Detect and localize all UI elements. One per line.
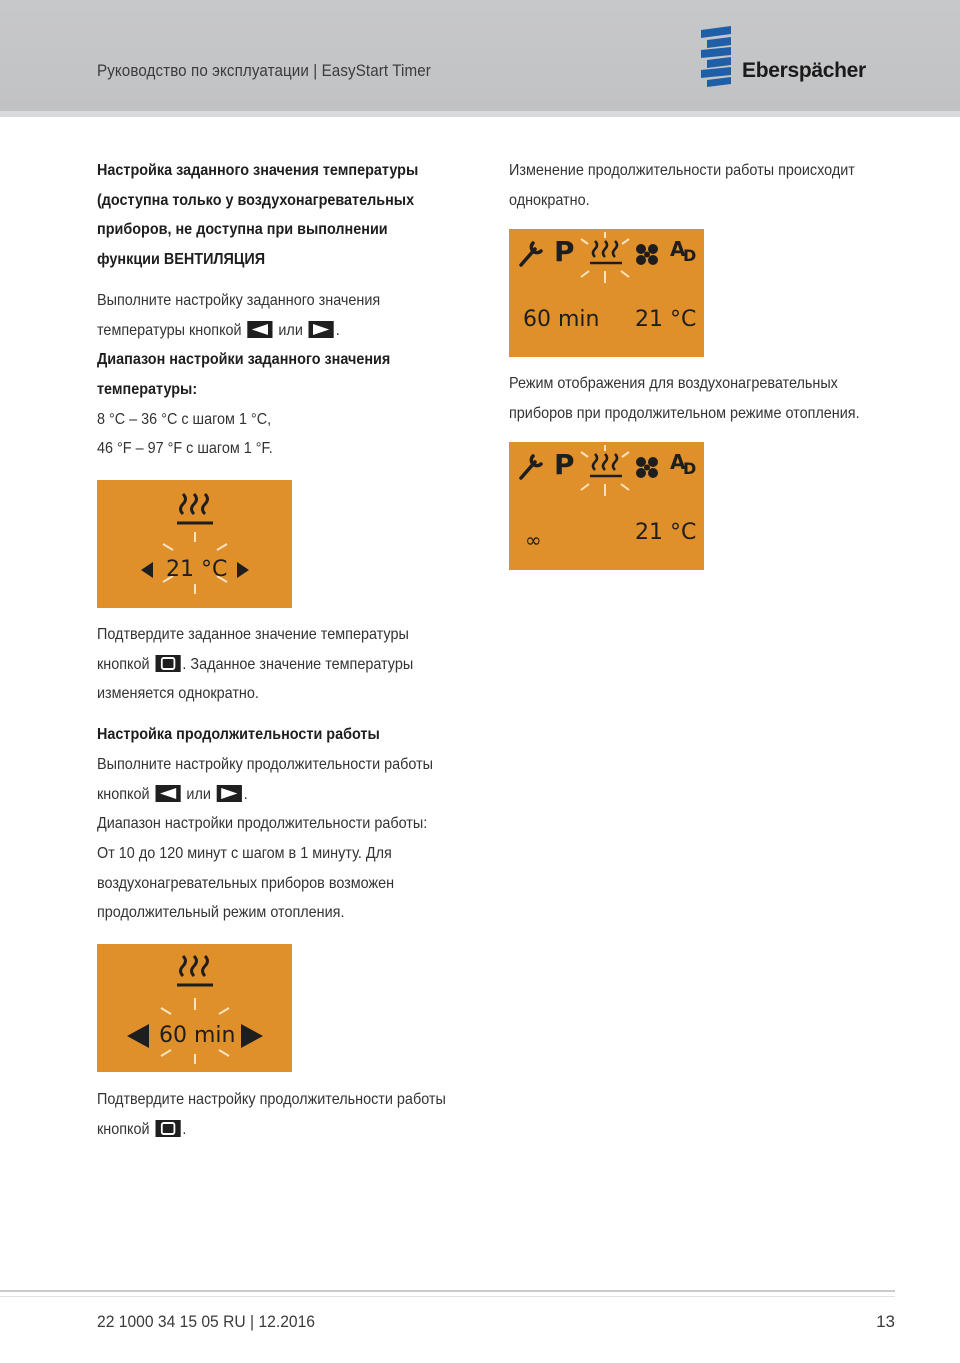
heating-symbol-icon [590, 454, 622, 476]
page-number: 13 [876, 1312, 895, 1331]
heading-duration: Настройка продолжительности работы [97, 726, 380, 744]
header-title: Руководство по эксплуатации | EasyStart Timer [97, 62, 431, 80]
paragraph-duration-once: Изменение продолжительности работы происходит однократно. [509, 162, 855, 209]
paragraph-set-temperature: Выполните настройку заданного значения температуры кнопкой или . [97, 291, 381, 339]
footer-divider [0, 1290, 895, 1292]
footer-divider-light [0, 1296, 895, 1297]
document-number: 22 1000 34 15 05 RU | 12.2016 [97, 1312, 315, 1331]
increase-arrow-icon [241, 1024, 263, 1048]
decrease-arrow-icon [127, 1024, 149, 1048]
left-arrow-key-icon [247, 321, 272, 338]
temperature-readout: 21 °C [635, 520, 697, 545]
wrench-icon [521, 456, 541, 478]
paragraph-continuous-mode: Режим отображения для воздухонагревательных приборов при продолжительном режиме отопления. [509, 375, 860, 422]
fan-icon [636, 244, 658, 265]
right-column-mid [509, 369, 909, 428]
display-duration-setpoint [97, 944, 292, 1072]
logo-text: Eberspächer [742, 59, 866, 82]
temperature-range-f: 46 °F – 97 °F с шагом 1 °F. [97, 440, 273, 458]
increase-arrow-icon [237, 562, 249, 578]
decrease-arrow-icon [141, 562, 153, 578]
temperature-readout: 21 °C [635, 307, 697, 332]
display-timer-mode [509, 229, 704, 357]
display-continuous-mode [509, 442, 704, 570]
heating-symbol-icon [97, 944, 292, 1072]
duration-value: 60 min [159, 1023, 236, 1048]
display-temperature-setpoint [97, 480, 292, 608]
left-column-bottom [97, 1085, 497, 1144]
left-column-mid [97, 620, 497, 928]
right-arrow-key-icon [217, 785, 242, 802]
letter-d: D [683, 459, 697, 478]
letter-a: A [670, 450, 686, 474]
letter-a: A [670, 237, 686, 261]
letter-d: D [683, 246, 697, 265]
paragraph-confirm-duration: Подтвердите настройку продолжительности работы кнопкой . [97, 1091, 446, 1138]
temperature-value: 21 °C [166, 557, 228, 582]
paragraph-confirm-temperature: Подтвердите заданное значение температуры кнопкой . Заданное значение температуры изменяется однократно. [97, 626, 414, 703]
header-divider [0, 111, 960, 117]
fan-icon [636, 457, 658, 478]
heading-temperature-setpoint: Настройка заданного значения температуры (доступна только у воздухонагревательных приборов, не доступна при выполнении функции ВЕНТИЛЯЦИЯ [97, 162, 419, 269]
right-arrow-key-icon [309, 321, 334, 338]
heating-symbol-icon [590, 241, 622, 263]
left-column [97, 156, 497, 464]
duration-readout: 60 min [523, 307, 600, 332]
ok-key-icon [155, 655, 180, 672]
letter-p: P [554, 235, 575, 268]
left-arrow-key-icon [155, 785, 180, 802]
ok-key-icon [155, 1120, 180, 1137]
letter-p: P [554, 448, 575, 481]
paragraph-set-duration: Выполните настройку продолжительности работы кнопкой или . Диапазон настройки продолжительности работы: От 10 до 120 минут с шагом в 1 минуту. Для воздухонагревательных приборов возможен продолжительный режим отопления. [97, 755, 434, 922]
temperature-range-c: 8 °C – 36 °C с шагом 1 °C, [97, 410, 272, 428]
heating-symbol-icon [97, 480, 292, 608]
heading-temperature-range: Диапазон настройки заданного значения температуры: [97, 351, 391, 398]
right-column [509, 156, 909, 215]
wrench-icon [521, 243, 541, 265]
infinity-symbol: ∞ [525, 528, 542, 552]
